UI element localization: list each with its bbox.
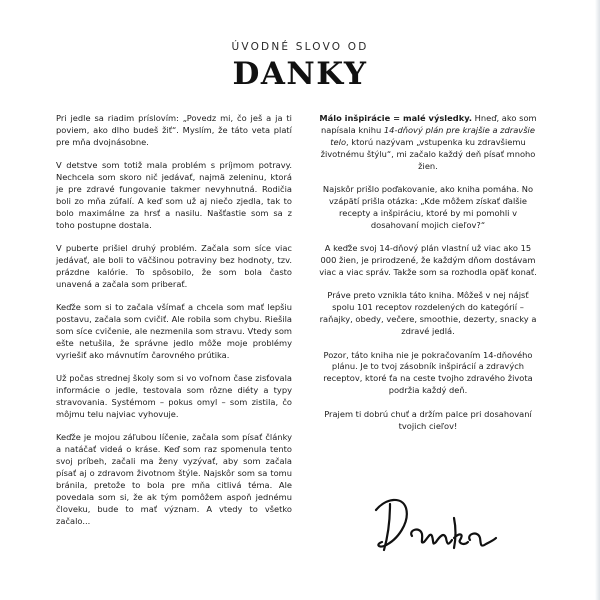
paragraph: V detstve som totiž mala problém s príjmom potravy. Nechcela som skoro nič jedávať, najmä zeleninu, ktorá je pre zdravé fungovanie takmer nevyhnutná. Rodičia boli zo mňa zúfalí. A keď som už aj niečo zjedla, tak to bolo maximálne za hrsť a nasilu. Našťastie som sa z toho postupne dostala. bbox=[56, 160, 292, 230]
book-title: 14-dňový plán pre krajšie a zdravšie telo bbox=[330, 124, 535, 147]
paragraph: Najskôr prišlo poďakovanie, ako kniha pomáha. No vzápätí prišla otázka: „Kde môžem získať ďalšie recepty a inšpiráciu, ktoré by mi pomohli v dosahovaní mojich cieľov?“ bbox=[322, 184, 534, 230]
paragraph: Práve preto vznikla táto kniha. Môžeš v nej nájsť spolu 101 receptov rozdelených do kategórií – raňajky, obedy, večere, smoothie, dezerty, snacky a zdravé jedlá. bbox=[319, 290, 537, 337]
signature bbox=[368, 488, 498, 560]
paragraph-text: , ktorú nazývam „vstupenka ku zdravšiemu životnému štýlu“, mi začalo každý deň písať mnoho žien. bbox=[320, 136, 536, 171]
page-title: DANKY bbox=[232, 56, 368, 92]
right-column bbox=[318, 113, 538, 444]
bold-lead-text: Málo inšpirácie = malé výsledky. bbox=[319, 113, 473, 123]
paragraph-text: Hneď, ako som napísala knihu bbox=[321, 113, 537, 135]
paragraph: Pozor, táto kniha nie je pokračovaním 14-dňového plánu. Je to tvoj zásobník inšpirácií a zdravých receptov, ktoré ťa na ceste tvojho zdravého života podržia každý deň. bbox=[323, 349, 533, 396]
paragraph: A keďže svoj 14-dňový plán vlastní už viac ako 15 000 žien, je prirodzené, že každým dňom dostávam viac a viac správ. Takže som sa rozhodla opäť konať. bbox=[319, 243, 537, 277]
paragraph: Keďže je mojou záľubou líčenie, začala som písať články a natáčať videá o kráse. Keď som raz spomenula tento svoj príbeh, začali ma ženy vyzývať, aby som začala písať aj o zdravom životnom štýle. Najskôr som sa tomu bránila, pretože to bola pre mňa citlivá téma. Ale povedala som si, že ak tým pomôžem aspoň jednému človeku, bude to mať význam. A vtedy to všetko začalo... bbox=[56, 432, 292, 526]
paragraph: V puberte prišiel druhý problém. Začala som síce viac jedávať, ale boli to väčšinou potraviny bez hodnoty, tzv. prázdne kalórie. To spôsobilo, že som bola často unavená a začala som priberať. bbox=[56, 243, 292, 289]
paragraph: Už počas strednej školy som si vo voľnom čase zisťovala informácie o jedle, testovala som rôzne diéty a typy stravovania. Systémom – pokus omyl – som zistila, čo môjmu telu najviac vyhovuje. bbox=[56, 373, 292, 420]
paragraph: Pri jedle sa riadim príslovím: „Povedz mi, čo ješ a ja ti poviem, ako dlho budeš žiť“. Myslím, že táto veta platí pre mňa dvojnásobne. bbox=[56, 113, 292, 147]
page-subtitle: ÚVODNÉ SLOVO OD bbox=[231, 41, 369, 53]
paragraph: Prajem ti dobrú chuť a držím palce pri dosahovaní tvojich cieľov! bbox=[324, 408, 532, 431]
paragraph bbox=[318, 113, 538, 173]
left-column bbox=[56, 113, 292, 539]
paragraph: Keďže som si to začala všímať a chcela som mať lepšiu postavu, začala som cvičiť. Ale robila som chybu. Riešila som síce cvičenie, ale nezmenila som stravu. Vtedy som ešte netušila, že správne jedlo môže moje problémy vyriešiť ako mávnutím čarovného prútika. bbox=[56, 302, 292, 360]
